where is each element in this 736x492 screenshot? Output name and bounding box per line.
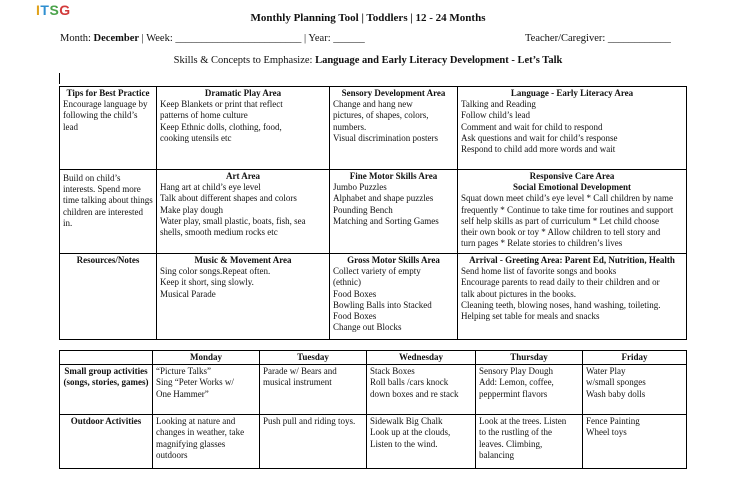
resources-notes-title: Resources/Notes bbox=[76, 255, 140, 265]
page-title: Monthly Planning Tool | Toddlers | 12 - 24 Months bbox=[250, 12, 486, 24]
activity-line: magnifying glasses bbox=[156, 438, 226, 449]
gross-motor-line: Collect variety of empty bbox=[333, 266, 421, 277]
activity-line: One Hammer” bbox=[156, 388, 209, 399]
activity-line: leaves. Climbing, bbox=[479, 438, 543, 449]
logo-letter: G bbox=[59, 2, 71, 18]
dramatic-play-line: Keep Ethnic dolls, clothing, food, bbox=[160, 121, 282, 132]
responsive-care-line: their own book or toy * Allow children to tell story and bbox=[461, 227, 661, 238]
small-group-thursday bbox=[476, 365, 583, 415]
month-label: Month: bbox=[60, 33, 91, 44]
music-movement-line: Sing color songs.Repeat often. bbox=[160, 266, 271, 277]
day-label: Thursday bbox=[510, 352, 548, 362]
gross-motor-title: Gross Motor Skills Area bbox=[347, 255, 440, 265]
fine-motor-line: Jumbo Puzzles bbox=[333, 182, 387, 193]
sensory-line: pictures, of shapes, colors, bbox=[333, 110, 429, 121]
dramatic-play-line: cooking utensils etc bbox=[160, 132, 232, 143]
arrival-greeting-cell bbox=[458, 254, 687, 340]
logo-letter: S bbox=[49, 2, 60, 18]
dramatic-play-cell bbox=[157, 87, 330, 170]
small-group-wednesday bbox=[367, 365, 476, 415]
skills-value: Language and Early Literacy Development - Let’s Talk bbox=[315, 55, 563, 66]
sensory-title: Sensory Development Area bbox=[341, 88, 446, 98]
activity-line: Wheel toys bbox=[586, 427, 627, 438]
responsive-care-line: self help skills as part of curriculum * Let child choose bbox=[461, 215, 659, 226]
outdoor-label: Outdoor Activities bbox=[70, 416, 142, 427]
dramatic-play-title: Dramatic Play Area bbox=[204, 88, 282, 98]
tips-text-2: Build on child’s interests. Spend more time talking about things children are interested in. bbox=[63, 173, 153, 228]
language-literacy-line: Follow child’s lead bbox=[461, 110, 530, 121]
activity-line: Water Play bbox=[586, 366, 626, 377]
responsive-care-line: frequently * Continue to take time for routines and support bbox=[461, 204, 674, 215]
language-literacy-cell bbox=[458, 87, 687, 170]
responsive-care-title: Responsive Care Area bbox=[529, 171, 615, 181]
language-literacy-line: Talking and Reading bbox=[461, 99, 536, 110]
language-literacy-line: Respond to child add more words and wait bbox=[461, 144, 616, 155]
sensory-cell bbox=[330, 87, 458, 170]
activity-line: Sing “Peter Works w/ bbox=[156, 377, 234, 388]
music-movement-title: Music & Movement Area bbox=[194, 255, 292, 265]
day-label: Monday bbox=[189, 352, 222, 362]
text-cursor bbox=[59, 73, 60, 84]
activity-line: w/small sponges bbox=[586, 377, 646, 388]
day-label: Tuesday bbox=[297, 352, 329, 362]
activity-line: Push pull and riding toys. bbox=[263, 416, 356, 427]
arrival-greeting-line: Encourage parents to read daily to their children and or bbox=[461, 277, 660, 288]
tips-title: Tips for Best Practice bbox=[66, 88, 150, 98]
fine-motor-title: Fine Motor Skills Area bbox=[349, 171, 438, 181]
skills-line bbox=[0, 55, 736, 66]
gross-motor-line: (ethnic) bbox=[333, 277, 361, 288]
corner-cell bbox=[60, 351, 153, 365]
activity-line: peppermint flavors bbox=[479, 388, 548, 399]
small-group-friday bbox=[583, 365, 687, 415]
small-group-monday bbox=[153, 365, 260, 415]
outdoor-wednesday bbox=[367, 415, 476, 469]
activity-line: outdoors bbox=[156, 449, 188, 460]
weekly-schedule-grid bbox=[59, 350, 687, 469]
activity-line: Stack Boxes bbox=[370, 366, 415, 377]
sensory-line: Change and hang new bbox=[333, 99, 413, 110]
resources-notes-cell bbox=[60, 254, 157, 340]
activity-line: Add: Lemon, coffee, bbox=[479, 377, 554, 388]
gross-motor-line: Bowling Balls into Stacked bbox=[333, 299, 432, 310]
sensory-line: numbers. bbox=[333, 121, 367, 132]
activity-line: Fence Painting bbox=[586, 416, 640, 427]
arrival-greeting-line: Cleaning teeth, blowing noses, hand washing, toileting. bbox=[461, 299, 661, 310]
day-header-friday bbox=[583, 351, 687, 365]
logo-letter: I bbox=[36, 2, 41, 18]
day-label: Wednesday bbox=[398, 352, 443, 362]
responsive-care-cell bbox=[458, 170, 687, 254]
arrival-greeting-title: Arrival - Greeting Area: Parent Ed, Nutrition, Health bbox=[469, 255, 675, 265]
dramatic-play-line: Keep Blankets or print that reflect bbox=[160, 99, 283, 110]
activity-line: to the rustling of the bbox=[479, 427, 552, 438]
gross-motor-line: Food Boxes bbox=[333, 311, 377, 322]
activity-line: balancing bbox=[479, 449, 514, 460]
art-area-title: Art Area bbox=[225, 171, 261, 181]
music-movement-line: Musical Parade bbox=[160, 288, 216, 299]
fine-motor-cell bbox=[330, 170, 458, 254]
activity-line: musical instrument bbox=[263, 377, 332, 388]
outdoor-thursday bbox=[476, 415, 583, 469]
week-year-label: | Week: ________________________ | Year: ______ bbox=[141, 33, 365, 44]
tips-text: Encourage language by following the child’s lead bbox=[63, 99, 148, 132]
month-value: December bbox=[93, 33, 140, 44]
outdoor-friday bbox=[583, 415, 687, 469]
activity-line: Looking at nature and bbox=[156, 416, 236, 427]
dramatic-play-line: patterns of home culture bbox=[160, 110, 248, 121]
arrival-greeting-line: Send home list of favorite songs and books bbox=[461, 266, 617, 277]
fine-motor-line: Alphabet and shape puzzles bbox=[333, 193, 434, 204]
skills-prefix: Skills & Concepts to Emphasize: bbox=[173, 55, 313, 66]
gross-motor-cell bbox=[330, 254, 458, 340]
activity-line: Listen to the wind. bbox=[370, 438, 438, 449]
activity-line: changes in weather, take bbox=[156, 427, 245, 438]
art-area-line: Talk about different shapes and colors bbox=[160, 193, 297, 204]
fine-motor-line: Pounding Bench bbox=[333, 204, 393, 215]
planning-grid bbox=[59, 86, 687, 340]
activity-line: Parade w/ Bears and bbox=[263, 366, 337, 377]
day-header-monday bbox=[153, 351, 260, 365]
art-area-line: Water play, small plastic, boats, fish, sea bbox=[160, 215, 306, 226]
art-area-line: Hang art at child’s eye level bbox=[160, 182, 261, 193]
month-week-year-line bbox=[60, 33, 365, 44]
outdoor-label-cell bbox=[60, 415, 153, 469]
activity-line: Look at the trees. Listen bbox=[479, 416, 567, 427]
language-literacy-line: Ask questions and wait for child’s response bbox=[461, 132, 618, 143]
responsive-care-subtitle: Social Emotional Development bbox=[513, 182, 631, 193]
responsive-care-line: turn pages * Relate stories to children’s lives bbox=[461, 238, 623, 249]
teacher-caregiver-field: Teacher/Caregiver: ____________ bbox=[525, 33, 671, 44]
day-header-wednesday bbox=[367, 351, 476, 365]
activity-line: Roll balls /cars knock bbox=[370, 377, 449, 388]
activity-line: “Picture Talks” bbox=[156, 366, 211, 377]
language-literacy-line: Comment and wait for child to respond bbox=[461, 121, 603, 132]
responsive-care-line: Squat down meet child’s eye level * Call children by name bbox=[461, 193, 673, 204]
outdoor-tuesday bbox=[260, 415, 367, 469]
activity-line: Look up at the clouds, bbox=[370, 427, 451, 438]
art-area-line: Make play dough bbox=[160, 204, 223, 215]
art-area-cell bbox=[157, 170, 330, 254]
small-group-label-cell bbox=[60, 365, 153, 415]
small-group-tuesday bbox=[260, 365, 367, 415]
arrival-greeting-line: Helping set table for meals and snacks bbox=[461, 311, 600, 322]
small-group-label: Small group activities (songs, stories, games) bbox=[63, 366, 149, 388]
activity-line: Sidewalk Big Chalk bbox=[370, 416, 443, 427]
logo-letter: T bbox=[40, 2, 50, 18]
day-header-thursday bbox=[476, 351, 583, 365]
arrival-greeting-line: talk about pictures in the books. bbox=[461, 288, 576, 299]
day-header-tuesday bbox=[260, 351, 367, 365]
music-movement-line: Keep it short, sing slowly. bbox=[160, 277, 254, 288]
fine-motor-line: Matching and Sorting Games bbox=[333, 215, 439, 226]
language-literacy-title: Language - Early Literacy Area bbox=[510, 88, 634, 98]
activity-line: Sensory Play Dough bbox=[479, 366, 553, 377]
gross-motor-line: Food Boxes bbox=[333, 288, 377, 299]
sensory-line: Visual discrimination posters bbox=[333, 132, 438, 143]
art-area-line: shells, smooth medium rocks etc bbox=[160, 227, 278, 238]
tips-continued-cell bbox=[60, 170, 157, 254]
activity-line: Wash baby dolls bbox=[586, 388, 646, 399]
gross-motor-line: Change out Blocks bbox=[333, 322, 402, 333]
music-movement-cell bbox=[157, 254, 330, 340]
activity-line: down boxes and re stack bbox=[370, 388, 459, 399]
outdoor-monday bbox=[153, 415, 260, 469]
day-label: Friday bbox=[621, 352, 648, 362]
tips-cell bbox=[60, 87, 157, 170]
